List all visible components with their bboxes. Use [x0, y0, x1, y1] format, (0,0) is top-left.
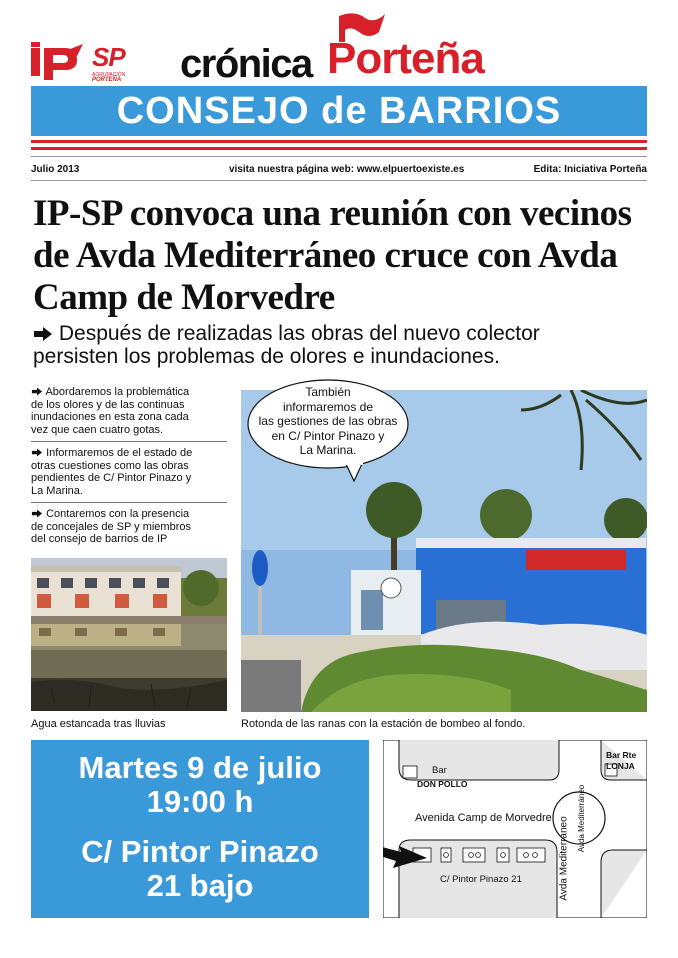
bubble-line: La Marina.: [299, 443, 357, 457]
bubble-line: en C/ Pintor Pinazo y: [271, 428, 385, 443]
bullet-item: [31, 508, 227, 546]
subhead-line: Después de realizadas las obras del nuevo colector: [58, 322, 540, 345]
map-label: LONJA: [606, 761, 635, 771]
headline: [33, 193, 647, 319]
headline-line: IP-SP convoca una reunión con vecinos: [33, 193, 632, 234]
event-date: Martes 9 de julio: [78, 750, 322, 785]
sp-logo: [92, 42, 138, 86]
bullet-item: [31, 447, 227, 497]
map-label: Bar: [432, 765, 447, 776]
subhead-line: persisten los problemas de olores e inundaciones.: [33, 345, 500, 368]
bubble-line: También: [305, 385, 351, 399]
divider: [31, 147, 647, 150]
sp-logo-text: SP: [92, 42, 125, 72]
bullet-line: de los olores y de las continuas: [31, 398, 185, 411]
sp-logo-subtitle-1: AGRUPACIÓN: [92, 72, 126, 78]
divider: [31, 441, 227, 442]
website-line: [229, 164, 464, 175]
bullet-line: Abordaremos la problemática: [45, 386, 190, 398]
ip-logo: [31, 42, 83, 82]
caption: Rotonda de las ranas con la estación de bombeo al fondo.: [241, 718, 526, 730]
bullet-line: pendientes de C/ Pintor Pinazo y: [31, 472, 192, 484]
bubble-line: las gestiones de las obras: [258, 414, 398, 428]
map-label: DON POLLO: [417, 779, 468, 789]
banner-title: CONSEJO de BARRIOS: [116, 90, 562, 132]
arrow-right-icon: [31, 387, 43, 396]
bullet-line: Contaremos con la presencia: [46, 508, 190, 520]
divider: [31, 502, 227, 503]
map-street-label: Avenida Camp de Morvedre: [415, 812, 552, 824]
bullet-line: La Marina.: [31, 484, 83, 497]
editor-credit: Edita: Iniciativa Porteña: [533, 164, 647, 175]
brand-portena: Porteña: [327, 34, 484, 83]
bullet-line: Informaremos de el estado de: [46, 447, 193, 459]
map-street-label: Avda Mediterráneo: [558, 816, 570, 901]
event-time: 19:00 h: [146, 784, 254, 819]
bullet-line: de concejales de SP y miembros: [31, 520, 191, 533]
divider: [31, 180, 647, 181]
event-street: C/ Pintor Pinazo: [81, 834, 319, 869]
caption: Agua estancada tras lluvias: [31, 718, 166, 730]
info-bar: [31, 164, 647, 178]
bullet-line: vez que caen cuatro gotas.: [31, 423, 164, 436]
divider: [31, 156, 647, 157]
headline-line: de Avda Mediterráneo cruce con Avda: [33, 235, 618, 276]
arrow-right-icon: [31, 509, 43, 518]
bullet-line: del consejo de barrios de IP: [31, 533, 168, 545]
arrow-right-icon: [33, 326, 53, 342]
speech-bubble-text: [246, 385, 410, 458]
map-address-label: C/ Pintor Pinazo 21: [440, 874, 522, 885]
sp-logo-subtitle-2: PORTEÑA: [92, 77, 122, 83]
cronica-portena-logo: [180, 12, 500, 86]
flood-photo: [31, 558, 227, 711]
bubble-line: informaremos de: [282, 399, 374, 414]
event-number: 21 bajo: [146, 868, 254, 903]
subheadline: [33, 322, 649, 368]
website-url[interactable]: www.elpuertoexiste.es: [356, 164, 465, 175]
map-street-label: Avda Mediterráneo: [577, 784, 587, 853]
website-prefix: visita nuestra página web:: [229, 164, 355, 175]
bullet-item: [31, 386, 227, 436]
brand-cronica: crónica: [180, 42, 312, 86]
divider: [31, 140, 647, 143]
bullet-line: inundaciones en esta zona cada: [31, 411, 189, 423]
map-label: Bar Rte: [606, 750, 637, 760]
arrow-right-icon: [31, 448, 43, 457]
bullet-column: [31, 386, 227, 546]
issue-date: Julio 2013: [31, 164, 80, 175]
bullet-line: otras cuestiones como las obras: [31, 459, 189, 472]
headline-line: Camp de Morvedre: [33, 277, 335, 318]
event-box: [31, 740, 369, 918]
section-banner: [31, 86, 647, 136]
